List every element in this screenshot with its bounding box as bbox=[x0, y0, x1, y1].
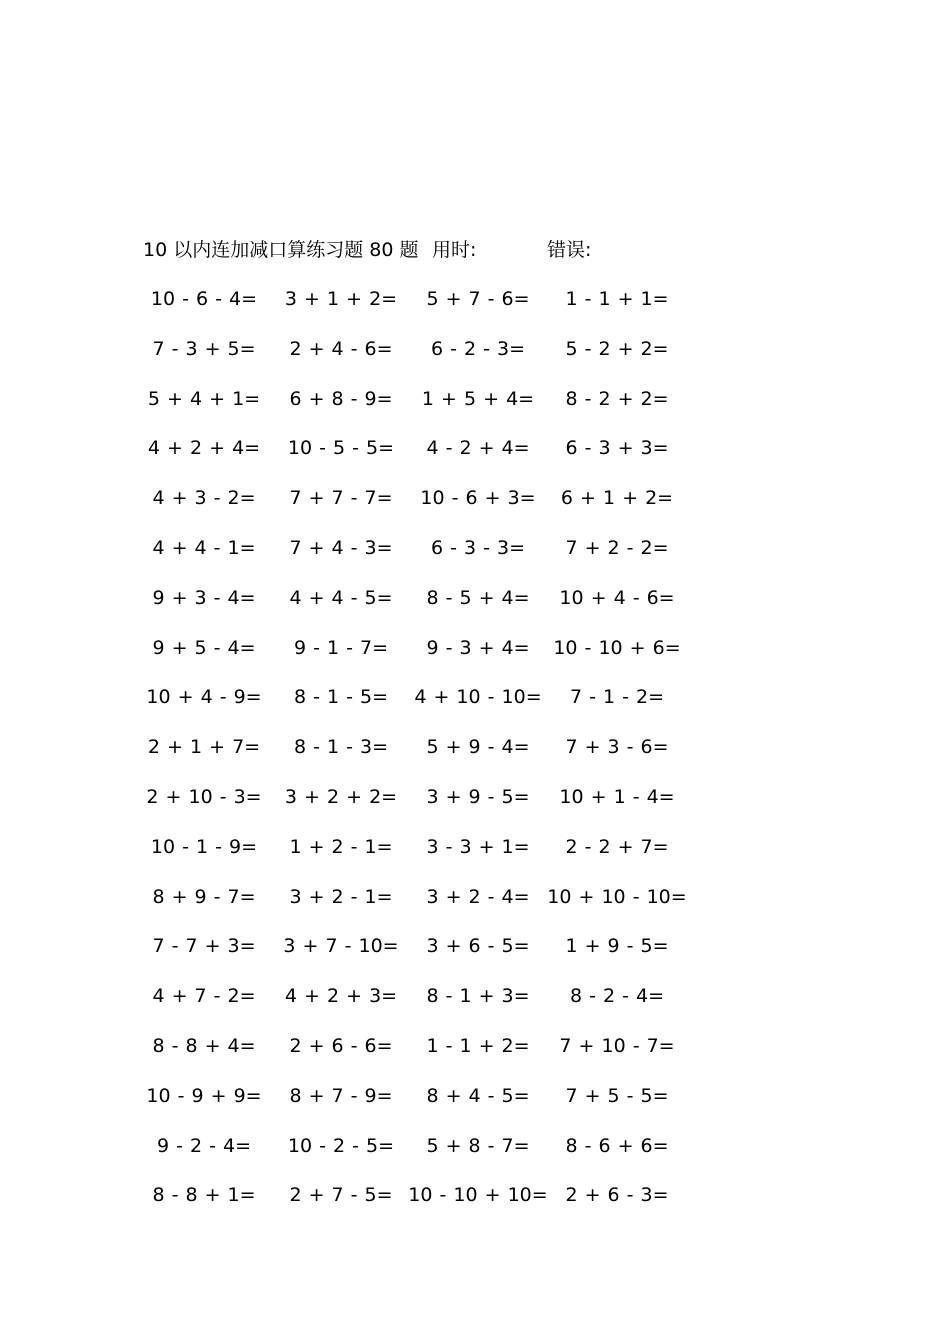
math-problem: 7 - 7 + 3= bbox=[152, 935, 256, 958]
problem-row bbox=[0, 1180, 950, 1230]
math-problem: 6 - 2 - 3= bbox=[430, 337, 526, 360]
problem-row bbox=[0, 782, 950, 832]
math-problem: 1 - 1 + 2= bbox=[426, 1034, 530, 1057]
math-problem: 6 - 3 + 3= bbox=[565, 437, 669, 460]
math-problem: 7 - 3 + 5= bbox=[152, 337, 256, 360]
math-problem: 8 - 1 - 5= bbox=[293, 686, 389, 709]
math-problem: 1 - 1 + 1= bbox=[565, 288, 669, 310]
math-problem: 9 - 2 - 4= bbox=[156, 1134, 252, 1157]
math-problem: 8 - 1 + 3= bbox=[426, 985, 530, 1008]
math-problem: 4 + 2 + 4= bbox=[147, 437, 261, 460]
math-problem: 8 + 9 - 7= bbox=[152, 885, 256, 908]
math-problem: 3 + 2 - 1= bbox=[289, 885, 393, 908]
errors-label: 错误: bbox=[547, 239, 592, 261]
math-problem: 8 - 2 - 4= bbox=[569, 985, 665, 1008]
math-problem: 10 + 10 - 10= bbox=[547, 885, 687, 908]
math-problem: 3 + 9 - 5= bbox=[426, 785, 530, 808]
math-problem: 4 + 2 + 3= bbox=[284, 985, 398, 1008]
math-problem: 10 - 5 - 5= bbox=[287, 437, 395, 460]
math-problem: 9 - 1 - 7= bbox=[293, 636, 389, 659]
math-problem: 10 + 1 - 4= bbox=[559, 785, 675, 808]
problem-row bbox=[0, 1131, 950, 1181]
problem-row bbox=[0, 732, 950, 782]
problem-row bbox=[0, 1081, 950, 1131]
math-problem: 8 - 6 + 6= bbox=[565, 1134, 669, 1157]
math-problem: 2 + 7 - 5= bbox=[289, 1184, 393, 1207]
problem-row bbox=[0, 931, 950, 981]
problem-row bbox=[0, 334, 950, 384]
math-problem: 10 - 1 - 9= bbox=[150, 835, 258, 858]
math-problem: 8 + 7 - 9= bbox=[289, 1084, 393, 1107]
math-problem: 1 + 2 - 1= bbox=[289, 835, 393, 858]
math-problem: 10 - 2 - 5= bbox=[287, 1134, 395, 1157]
math-problem: 7 + 2 - 2= bbox=[565, 536, 669, 559]
math-problem: 4 + 4 - 1= bbox=[152, 536, 256, 559]
math-problem: 8 + 4 - 5= bbox=[426, 1084, 530, 1107]
math-problem: 5 - 2 + 2= bbox=[565, 337, 669, 360]
math-problem: 9 - 3 + 4= bbox=[426, 636, 530, 659]
math-problem: 4 + 3 - 2= bbox=[152, 487, 256, 510]
math-problem: 3 + 7 - 10= bbox=[283, 935, 399, 958]
problem-row bbox=[0, 882, 950, 932]
math-problem: 6 + 1 + 2= bbox=[560, 487, 674, 510]
math-problem: 7 - 1 - 2= bbox=[569, 686, 665, 709]
math-problem: 10 + 4 - 6= bbox=[559, 586, 675, 609]
math-problem: 7 + 3 - 6= bbox=[565, 736, 669, 759]
problem-grid bbox=[0, 284, 950, 1230]
math-problem: 1 + 5 + 4= bbox=[421, 387, 535, 410]
math-problem: 8 - 5 + 4= bbox=[426, 586, 530, 609]
math-problem: 3 + 1 + 2= bbox=[284, 288, 398, 310]
math-problem: 2 + 10 - 3= bbox=[146, 785, 262, 808]
math-problem: 3 + 2 + 2= bbox=[284, 785, 398, 808]
math-problem: 2 + 6 - 6= bbox=[289, 1034, 393, 1057]
math-problem: 7 + 10 - 7= bbox=[559, 1034, 675, 1057]
math-problem: 4 + 7 - 2= bbox=[152, 985, 256, 1008]
math-problem: 2 + 1 + 7= bbox=[147, 736, 261, 759]
math-problem: 6 + 8 - 9= bbox=[289, 387, 393, 410]
math-problem: 2 + 4 - 6= bbox=[289, 337, 393, 360]
math-problem: 5 + 8 - 7= bbox=[426, 1134, 530, 1157]
problem-row bbox=[0, 384, 950, 434]
math-problem: 4 - 2 + 4= bbox=[426, 437, 530, 460]
problem-row bbox=[0, 832, 950, 882]
math-problem: 3 + 6 - 5= bbox=[426, 935, 530, 958]
problem-row bbox=[0, 433, 950, 483]
problem-row bbox=[0, 284, 950, 334]
problem-row bbox=[0, 1031, 950, 1081]
math-problem: 4 + 10 - 10= bbox=[414, 686, 542, 709]
worksheet-title: 10 以内连加减口算练习题 80 题 bbox=[143, 239, 419, 261]
math-problem: 2 - 2 + 7= bbox=[565, 835, 669, 858]
math-problem: 10 - 6 - 4= bbox=[150, 288, 258, 310]
math-problem: 2 + 6 - 3= bbox=[565, 1184, 669, 1207]
math-problem: 1 + 9 - 5= bbox=[565, 935, 669, 958]
math-problem: 9 + 5 - 4= bbox=[152, 636, 256, 659]
math-problem: 5 + 4 + 1= bbox=[147, 387, 261, 410]
math-problem: 7 + 5 - 5= bbox=[565, 1084, 669, 1107]
math-problem: 5 + 9 - 4= bbox=[426, 736, 530, 759]
math-problem: 6 - 3 - 3= bbox=[430, 536, 526, 559]
math-problem: 5 + 7 - 6= bbox=[426, 288, 530, 310]
math-problem: 8 - 2 + 2= bbox=[565, 387, 669, 410]
math-problem: 3 + 2 - 4= bbox=[426, 885, 530, 908]
math-problem: 8 - 8 + 4= bbox=[152, 1034, 256, 1057]
math-problem: 7 + 7 - 7= bbox=[289, 487, 393, 510]
math-problem: 4 + 4 - 5= bbox=[289, 586, 393, 609]
math-problem: 9 + 3 - 4= bbox=[152, 586, 256, 609]
math-problem: 10 + 4 - 9= bbox=[146, 686, 262, 709]
math-problem: 10 - 10 + 10= bbox=[408, 1184, 548, 1207]
problem-row bbox=[0, 981, 950, 1031]
math-problem: 8 - 8 + 1= bbox=[152, 1184, 256, 1207]
math-problem: 7 + 4 - 3= bbox=[289, 536, 393, 559]
math-problem: 10 - 10 + 6= bbox=[553, 636, 681, 659]
problem-row bbox=[0, 483, 950, 533]
math-problem: 10 - 9 + 9= bbox=[146, 1084, 262, 1107]
worksheet-header bbox=[0, 235, 950, 265]
math-problem: 8 - 1 - 3= bbox=[293, 736, 389, 759]
problem-row bbox=[0, 633, 950, 683]
time-used-label: 用时: bbox=[432, 239, 477, 261]
problem-row bbox=[0, 533, 950, 583]
math-problem: 10 - 6 + 3= bbox=[420, 487, 536, 510]
math-problem: 3 - 3 + 1= bbox=[426, 835, 530, 858]
problem-row bbox=[0, 583, 950, 633]
problem-row bbox=[0, 682, 950, 732]
